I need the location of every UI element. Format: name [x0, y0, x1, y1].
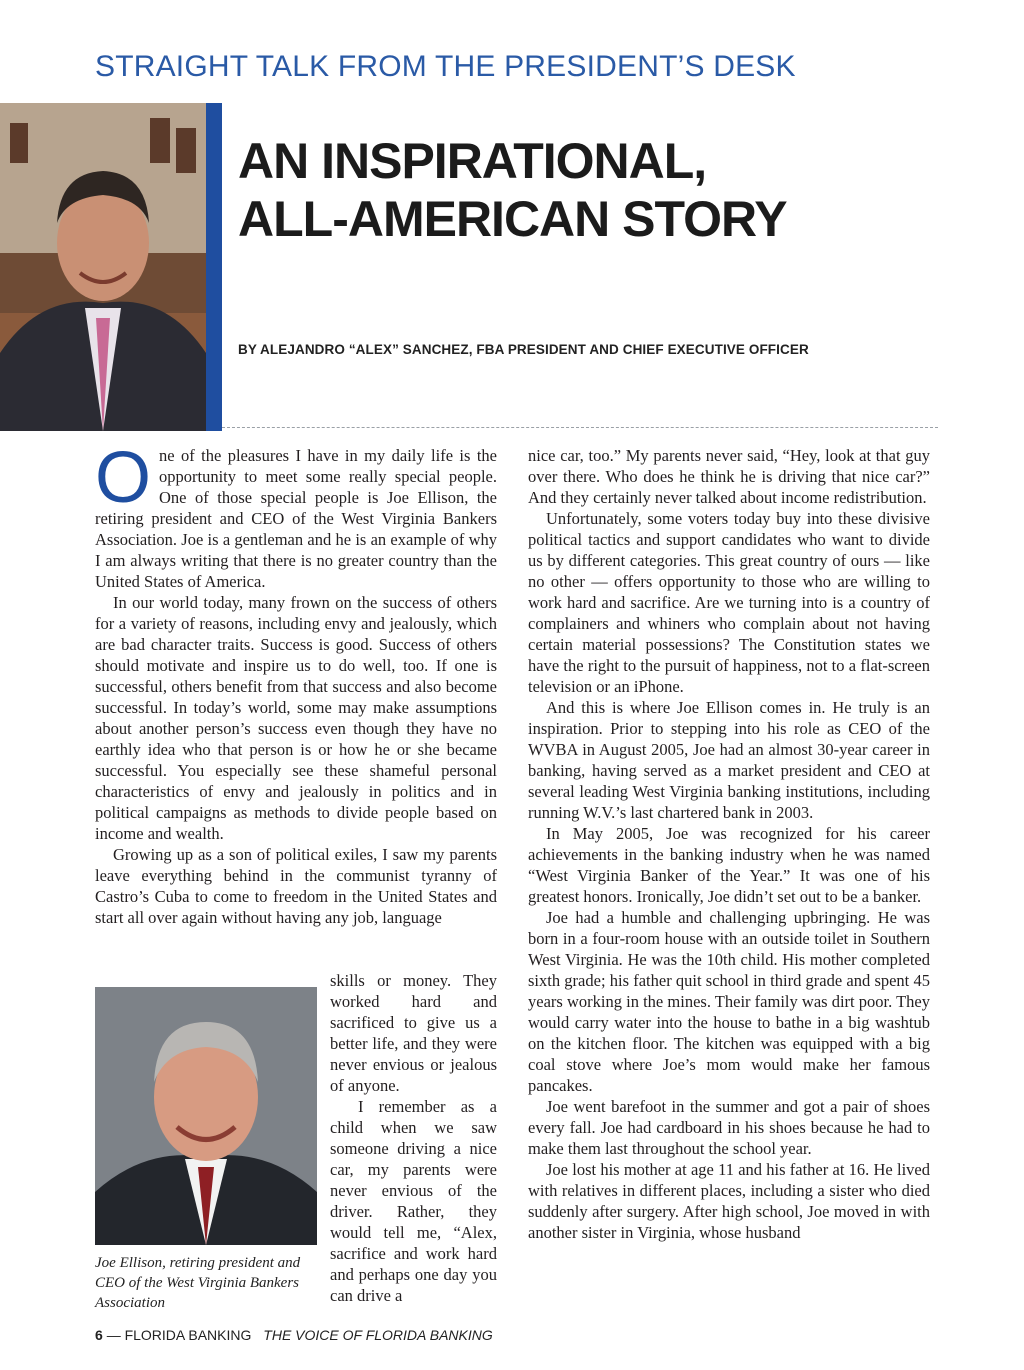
paragraph-3-continued: skills or money. They worked hard and sacrificed to give us a better life, and they were never envious or jealous of anyone.	[330, 971, 497, 1095]
paragraph-5: Unfortunately, some voters today buy into these divisive political tactics and support candidates who want to divide us by different categories. This great country of ours — like no other — offers opportunity to those who are willing to work hard and sacrifice. Are we turning into is a country of complainers and whiners who complain about not having certain material possessions? The Constitution states we have the right to the pursuit of happiness, not to a flat-screen television or an iPhone.	[528, 509, 930, 696]
paragraph-4-continued: nice car, too.” My parents never said, “Hey, look at that guy over there. Who does he think he is driving that nice car?” And they certainly never talked about income redistribution.	[528, 446, 930, 507]
paragraph-2: In our world today, many frown on the success of others for a variety of reasons, including envy and jealously, which are bad character traits. Success is good. Success of others should motivate and inspire us to do well, too. If one is successful, others benefit from that success and also become successful. In today’s world, some may make assumptions about another person’s success even though they have no earthly idea who that person is or how he or she became successful. You especially see these shameful personal characteristics of envy and jealously in politics and in political campaigns as methods to divide people based on income and wealth.	[95, 593, 497, 843]
headline	[238, 132, 787, 248]
article-column-2	[528, 445, 930, 1243]
divider	[222, 427, 938, 428]
portrait-photo-icon	[0, 103, 206, 431]
accent-bar	[206, 103, 222, 431]
paragraph-4: I remember as a child when we saw someone driving a nice car, my parents were never envious of the driver. Rather, they would tell me, “Alex, sacrifice and work hard and perhaps one day you can drive a	[330, 1097, 497, 1305]
headline-line-2: ALL-AMERICAN STORY	[238, 191, 787, 247]
publication-name: FLORIDA BANKING	[124, 1327, 252, 1343]
photo-caption: Joe Ellison, retiring president and CEO of the West Virginia Bankers Association	[95, 1255, 301, 1311]
paragraph-3: Growing up as a son of political exiles, I saw my parents leave everything behind in the communist tyranny of Castro’s Cuba to come to freedom in the United States and start all over again without having any job, language	[95, 845, 497, 927]
publication-tagline: THE VOICE OF FLORIDA BANKING	[263, 1327, 493, 1343]
byline: BY ALEJANDRO “ALEX” SANCHEZ, FBA PRESIDENT AND CHIEF EXECUTIVE OFFICER	[238, 342, 809, 357]
author-photo	[0, 103, 206, 431]
section-label: STRAIGHT TALK FROM THE PRESIDENT’S DESK	[95, 50, 796, 83]
page-number: 6	[95, 1327, 103, 1343]
paragraph-9: Joe went barefoot in the summer and got a pair of shoes every fall. Joe had cardboard in his shoes because he had to make them last throughout the school year.	[528, 1097, 930, 1158]
footer-separator: —	[106, 1327, 121, 1343]
joe-ellison-photo	[95, 987, 317, 1245]
portrait-photo-icon	[95, 987, 317, 1245]
paragraph-8: Joe had a humble and challenging upbringing. He was born in a four-room house with an outside toilet in Southern West Virginia. He was the 10th child. His mother completed sixth grade; his father quit school in third grade and spent 45 years working in the mines. Their family was dirt poor. They would carry water into the house to bathe in a big washtub on the kitchen floor. The kitchen was equipped with a big coal stove where Joe’s mom would make her famous pancakes.	[528, 908, 930, 1095]
paragraph-1	[95, 438, 497, 592]
paragraph-1-text: ne of the pleasures I have in my daily life is the opportunity to meet some really special people. One of those special people is Joe Ellison, the retiring president and CEO of the West Virginia Bankers Association. Joe is a gentleman and he is an example of why I am always writing that there is no greater country than the United States of America.	[95, 446, 497, 591]
page-footer	[95, 1327, 493, 1343]
drop-cap: O	[95, 438, 152, 518]
paragraph-10: Joe lost his mother at age 11 and his father at 16. He lived with relatives in different places, including a sister who died suddenly after surgery. After high school, Joe moved in with another sister in Virginia, whose husband	[528, 1160, 930, 1242]
paragraph-7: In May 2005, Joe was recognized for his career achievements in the banking industry when he was named “West Virginia Banker of the Year.” It was one of his greatest honors. Ironically, Joe didn’t set out to be a banker.	[528, 824, 930, 906]
paragraph-6: And this is where Joe Ellison comes in. He truly is an inspiration. Prior to stepping into his role as CEO of the WVBA in August 2005, Joe had an almost 30-year career in banking, having served as a market president and CEO at several leading West Virginia banking institutions, including running W.V.’s last chartered bank in 2003.	[528, 698, 930, 822]
headline-line-1: AN INSPIRATIONAL,	[238, 133, 707, 189]
article-column-1	[95, 438, 497, 928]
article-column-1-narrow	[330, 970, 497, 1306]
